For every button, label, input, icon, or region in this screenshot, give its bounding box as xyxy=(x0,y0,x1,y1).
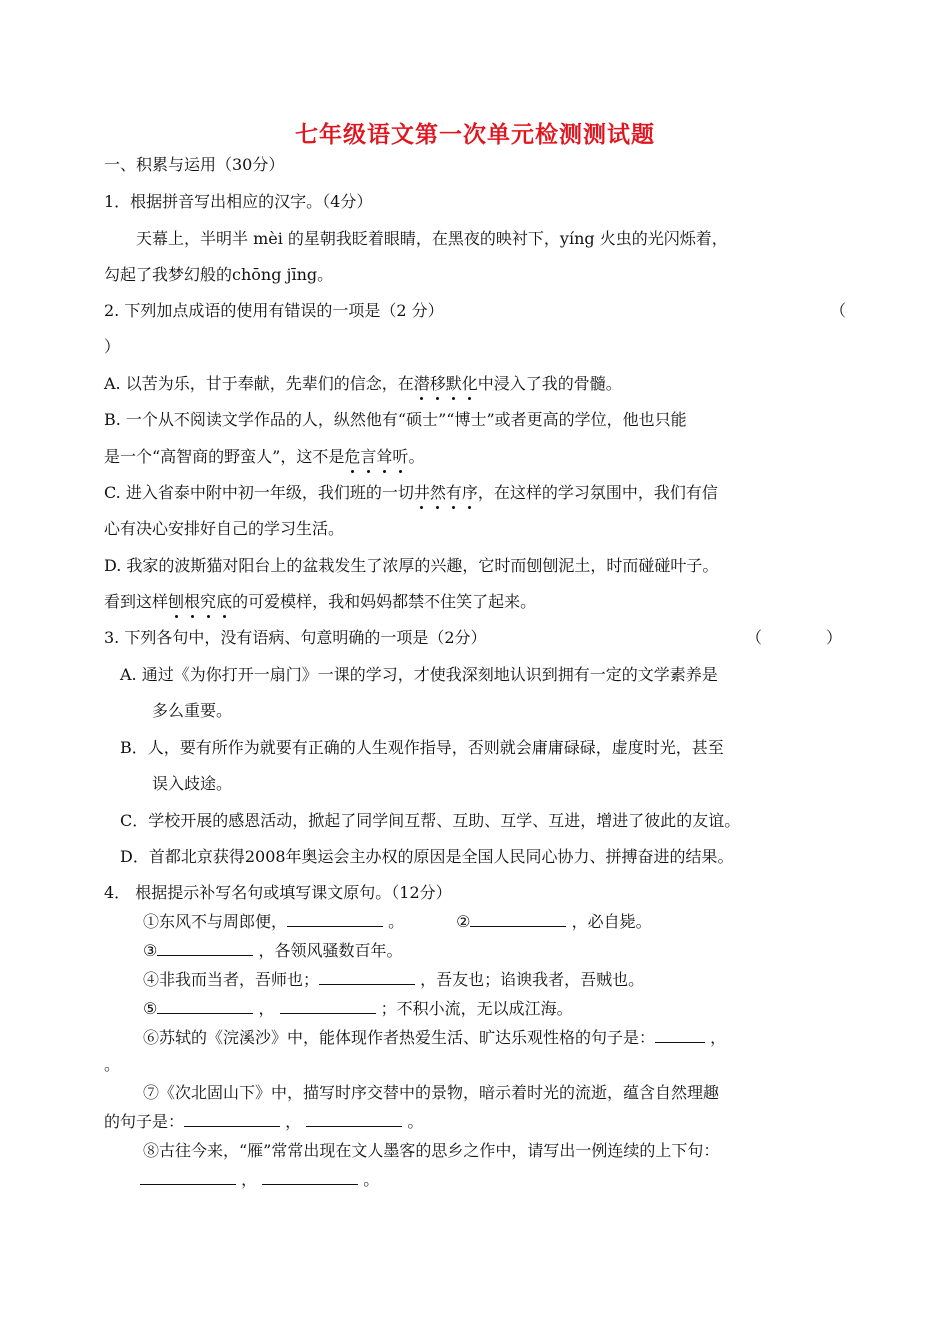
item-text: ， xyxy=(710,1028,727,1047)
dotted-char: 底 xyxy=(216,592,233,611)
item-6 xyxy=(143,1028,726,1048)
item-8-line-2 xyxy=(140,1170,379,1190)
answer-paren-close: ） xyxy=(104,337,121,356)
item-text: ， xyxy=(285,1112,302,1131)
item-3 xyxy=(143,941,402,961)
question-1-stem: 1．根据拼音写出相应的汉字。（4分） xyxy=(104,192,373,211)
dotted-char: 听 xyxy=(392,447,409,466)
answer-blank[interactable] xyxy=(184,1112,280,1127)
dotted-char: 潜 xyxy=(413,374,430,393)
dotted-char: 化 xyxy=(461,374,478,393)
question-3-stem: 3. 下列各句中，没有语病、句意明确的一项是（2分） xyxy=(104,628,487,647)
item-4 xyxy=(143,970,644,990)
question-1-passage-line-2: 勾起了我梦幻般的chōng jīng。 xyxy=(104,265,334,284)
option-c-line-1 xyxy=(104,483,718,503)
option-d: D．首都北京获得2008年奥运会主办权的原因是全国人民同心协力、拼搏奋进的结果。 xyxy=(120,847,734,866)
question-2-stem: 2. 下列加点成语的使用有错误的一项是（2 分） xyxy=(104,301,444,320)
dotted-char: 序 xyxy=(461,483,478,502)
question-4-stem: 4． 根据提示补写名句或填写课文原句。（12分） xyxy=(104,883,452,902)
dotted-char: 刨 xyxy=(168,592,185,611)
answer-blank[interactable] xyxy=(319,970,415,985)
option-text: C. 进入省泰中附中初一年级，我们班的一切 xyxy=(104,483,414,502)
dotted-char: 耸 xyxy=(376,447,393,466)
item-text: 的句子是： xyxy=(104,1112,185,1131)
item-text: 。 xyxy=(363,1170,380,1189)
item-text: ，必自毙。 xyxy=(571,912,652,931)
dotted-char: 究 xyxy=(200,592,217,611)
dotted-char: 移 xyxy=(429,374,446,393)
option-text: 。 xyxy=(408,447,425,466)
item-7-line-2 xyxy=(104,1112,423,1132)
page-title: 七年级语文第一次单元检测测试题 xyxy=(295,122,655,148)
option-b-line-1: B. 一个从不阅读文学作品的人，纵然他有“硕士”“博士”或者更高的学位，他也只能 xyxy=(104,410,687,429)
answer-paren-open: （ xyxy=(830,301,847,320)
option-b-line-2 xyxy=(104,447,424,467)
dotted-char: 然 xyxy=(429,483,446,502)
item-text: ， xyxy=(241,1170,258,1189)
item-6-end: 。 xyxy=(104,1055,121,1074)
item-text: ④非我而当者，吾师也； xyxy=(143,970,320,989)
option-text: ，在这样的学习氛围中，我们有信 xyxy=(477,483,718,502)
option-b-line-2: 误入歧途。 xyxy=(152,774,233,793)
dotted-char: 默 xyxy=(445,374,462,393)
item-text: ② xyxy=(456,912,471,931)
dotted-char: 根 xyxy=(184,592,201,611)
item-text: ；不积小流，无以成江海。 xyxy=(380,999,573,1018)
dotted-char: 井 xyxy=(413,483,430,502)
dotted-char: 有 xyxy=(445,483,462,502)
section-heading: 一、积累与运用（30分） xyxy=(104,155,285,174)
answer-blank[interactable] xyxy=(157,999,253,1014)
answer-blank[interactable] xyxy=(470,912,566,927)
item-text: ⑤ xyxy=(143,999,158,1018)
question-1-passage-line-1: 天幕上，半明半 mèi 的星朝我眨着眼睛，在黑夜的映衬下，yíng 火虫的光闪烁着， xyxy=(136,229,728,248)
option-text: 中浸入了我的骨髓。 xyxy=(477,374,622,393)
option-d-line-2 xyxy=(104,592,536,612)
item-text: ⑥苏轼的《浣溪沙》中，能体现作者热爱生活、旷达乐观性格的句子是： xyxy=(143,1028,656,1047)
answer-blank[interactable] xyxy=(262,1170,358,1185)
item-text: ， xyxy=(258,999,275,1018)
dotted-char: 言 xyxy=(360,447,377,466)
item-text: 。 xyxy=(407,1112,424,1131)
item-text: ，各领风骚数百年。 xyxy=(258,941,403,960)
option-d-line-1: D. 我家的波斯猫对阳台上的盆栽发生了浓厚的兴趣，它时而刨刨泥土，时而碰碰叶子。 xyxy=(104,556,719,575)
answer-blank[interactable] xyxy=(157,941,253,956)
item-text: ①东风不与周郎便， xyxy=(143,912,288,931)
option-c: C．学校开展的感恩活动，掀起了同学间互帮、互助、互学、互进，增进了彼此的友谊。 xyxy=(120,811,741,830)
item-text: ，吾友也；谄谀我者，吾贼也。 xyxy=(420,970,645,989)
option-text: A. 以苦为乐，甘于奉献，先辈们的信念，在 xyxy=(104,374,414,393)
answer-blank[interactable] xyxy=(306,1112,402,1127)
option-c-line-2: 心有决心安排好自己的学习生活。 xyxy=(104,519,345,538)
item-5 xyxy=(143,999,573,1019)
option-text: 看到这样 xyxy=(104,592,169,611)
option-b-line-1: B．人，要有所作为就要有正确的人生观作指导，否则就会庸庸碌碌，虚度时光，甚至 xyxy=(120,738,724,757)
answer-parens: （ ） xyxy=(746,628,843,647)
item-text: 。 xyxy=(388,912,405,931)
answer-blank[interactable] xyxy=(280,999,376,1014)
option-text: 是一个“高智商的野蛮人”，这不是 xyxy=(104,447,345,466)
option-a-line-2: 多么重要。 xyxy=(152,701,233,720)
answer-blank[interactable] xyxy=(655,1028,705,1043)
option-text: 的可爱模样，我和妈妈都禁不住笑了起来。 xyxy=(232,592,537,611)
item-1-and-2 xyxy=(143,912,652,932)
item-text: ③ xyxy=(143,941,158,960)
item-7-line-1: ⑦《次北固山下》中，描写时序交替中的景物，暗示着时光的流逝，蕴含自然理趣 xyxy=(143,1083,720,1102)
answer-blank[interactable] xyxy=(140,1170,236,1185)
item-8-line-1: ⑧古往今来，“雁”常常出现在文人墨客的思乡之作中，请写出一例连续的上下句： xyxy=(143,1141,720,1160)
answer-blank[interactable] xyxy=(287,912,383,927)
dotted-char: 危 xyxy=(344,447,361,466)
option-a xyxy=(104,374,622,394)
option-a-line-1: A. 通过《为你打开一扇门》一课的学习，才使我深刻地认识到拥有一定的文学素养是 xyxy=(120,665,718,684)
